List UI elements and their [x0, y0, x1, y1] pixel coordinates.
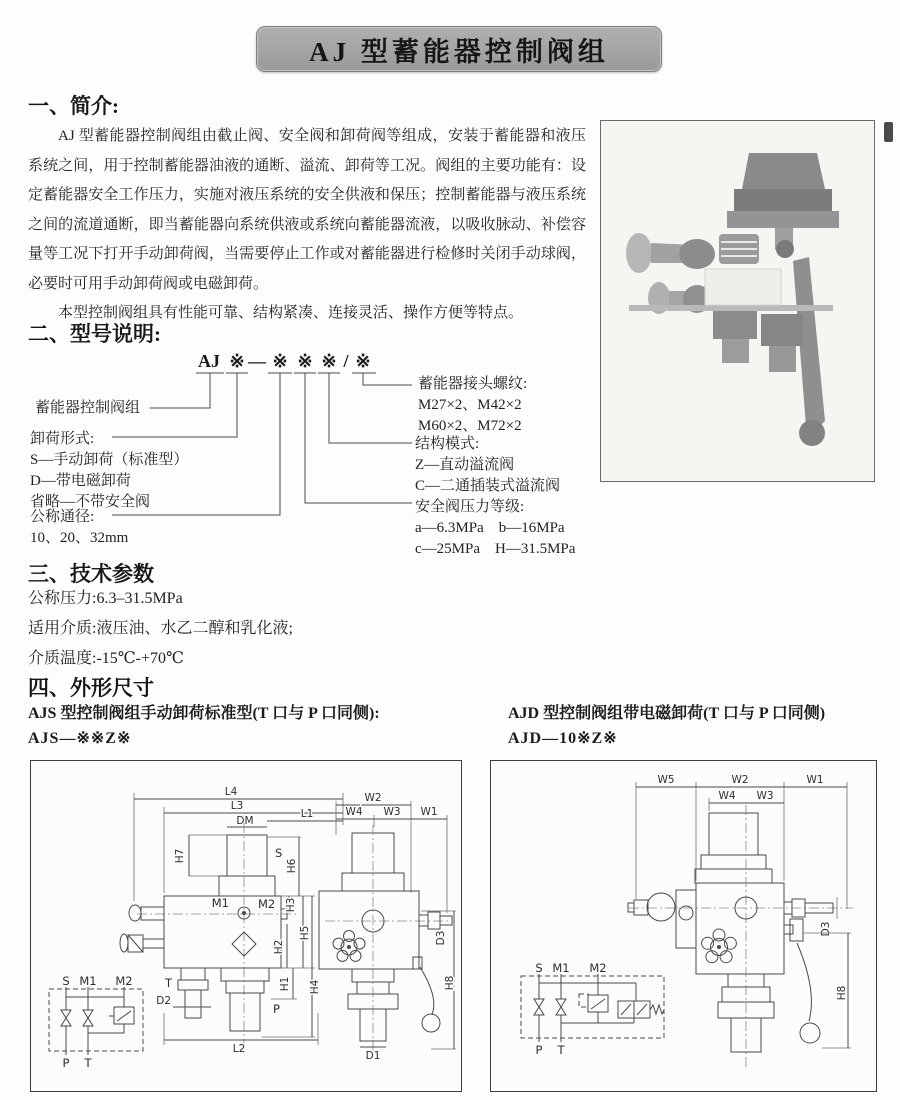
dim-sW2: W2 — [364, 792, 382, 804]
ajs-drawing — [31, 761, 458, 1088]
scan-artifact — [884, 122, 893, 142]
dim-H2: H2 — [273, 939, 285, 955]
ajd-drawing-box — [490, 760, 877, 1092]
ajd-main-view — [628, 805, 853, 1069]
model-code-star4: ※ — [321, 351, 337, 371]
model-code-slash: / — [343, 351, 349, 371]
ajs-drawing-box — [30, 760, 462, 1092]
dim-H5: H5 — [299, 925, 311, 941]
model-code-star2: ※ — [272, 351, 288, 371]
page-title: AJ 型蓄能器控制阀组 — [256, 26, 662, 72]
label-connector-thread — [418, 374, 527, 437]
pressure-line2: c—25MPa H—31.5MPa — [415, 541, 576, 557]
thread-line2: M60×2、M72×2 — [418, 418, 522, 434]
pressure-line1: a—6.3MPa b—16MPa — [415, 520, 565, 536]
model-code-prefix: AJ — [198, 351, 220, 371]
dim-H3: H3 — [285, 897, 297, 913]
star-knob — [702, 929, 737, 963]
dim-D2: D2 — [156, 995, 171, 1007]
dim-sD1: D1 — [365, 1050, 381, 1062]
model-code-star3: ※ — [297, 351, 313, 371]
sch-T: T — [557, 1043, 565, 1057]
port-M2: M2 — [258, 897, 276, 911]
sch-P: P — [62, 1056, 70, 1070]
bore-values: 10、20、32mm — [30, 530, 129, 546]
section3-heading: 三、技术参数 — [28, 562, 154, 586]
port-S: S — [275, 846, 283, 860]
dim-sD3: D3 — [435, 930, 447, 946]
sch-M1: M1 — [79, 974, 97, 988]
port-T: T — [164, 976, 172, 990]
label-unload-type — [30, 429, 188, 513]
product-photo-image — [601, 121, 872, 479]
structure-option-z: Z—直动溢流阀 — [415, 457, 515, 473]
section2-heading: 二、型号说明: — [28, 322, 161, 346]
dim-D3: D3 — [820, 921, 832, 937]
ajs-side-view — [319, 792, 456, 1062]
sch-M2: M2 — [115, 974, 133, 988]
model-code-dash: — — [248, 351, 266, 371]
product-photo — [600, 120, 875, 482]
dim-W5: W5 — [657, 774, 675, 786]
intro-paragraph-2: 本型控制阀组具有性能可靠、结构紧凑、连接灵活、操作方便等特点。 — [58, 305, 524, 321]
tech-temperature: 介质温度:-15℃-+70℃ — [28, 650, 184, 667]
dim-H4: H4 — [309, 979, 321, 995]
port-P: P — [273, 1002, 280, 1016]
tech-parameters — [28, 584, 293, 674]
sch-T: T — [84, 1056, 92, 1070]
label-pressure-grade — [415, 497, 575, 560]
port-M1: M1 — [211, 896, 229, 910]
dim-sW3: W3 — [383, 806, 401, 818]
dim-H8: H8 — [836, 985, 848, 1001]
dim-W2: W2 — [731, 774, 749, 786]
dim-sW4: W4 — [345, 806, 363, 818]
dim-H6: H6 — [286, 858, 298, 874]
ajd-dimensions — [636, 774, 847, 909]
dim-sW1: W1 — [420, 806, 438, 818]
dim-L4: L4 — [224, 786, 238, 798]
label-structure-mode — [415, 434, 560, 497]
label-valve-group: 蓄能器控制阀组 — [35, 400, 141, 416]
ajd-schematic — [521, 961, 664, 1057]
dim-H1: H1 — [279, 976, 291, 992]
thread-line1: M27×2、M42×2 — [418, 397, 522, 413]
tech-medium: 适用介质:液压油、水乙二醇和乳化液; — [28, 620, 293, 637]
intro-text — [28, 122, 586, 329]
model-code-star5: ※ — [355, 351, 371, 371]
structure-option-c: C—二通插装式溢流阀 — [415, 478, 561, 494]
tech-pressure: 公称压力:6.3–31.5MPa — [28, 590, 183, 607]
section1-heading: 一、简介: — [28, 94, 119, 118]
dim-L3: L3 — [230, 800, 244, 812]
star-knob — [333, 931, 365, 962]
label-nominal-bore — [30, 507, 128, 549]
dim-W1: W1 — [806, 774, 824, 786]
sch-M1: M1 — [552, 961, 570, 975]
ajs-front-view — [120, 786, 343, 1057]
dim-H7: H7 — [174, 848, 186, 864]
sch-M2: M2 — [589, 961, 607, 975]
ajd-drawing — [491, 761, 873, 1088]
thread-title: 蓄能器接头螺纹: — [418, 376, 528, 392]
unload-option-omit: 省略—不带安全阀 — [30, 494, 151, 510]
dim-W4: W4 — [718, 790, 736, 802]
sch-S: S — [62, 974, 70, 988]
structure-title: 结构模式: — [415, 436, 480, 452]
sch-S: S — [535, 961, 543, 975]
pressure-title: 安全阀压力等级: — [415, 499, 525, 515]
bore-title: 公称通径: — [30, 509, 95, 525]
sch-P: P — [535, 1043, 543, 1057]
dim-sH8: H8 — [444, 975, 456, 991]
intro-paragraph-1: AJ 型蓄能器控制阀组由截止阀、安全阀和卸荷阀等组成，安装于蓄能器和液压系统之间，用于控制蓄能器油液的通断、溢流、卸荷等工况。阀组的主要功能有：设定蓄能器安全工作压力，实施对液压系统的安全供液和保压；控制蓄能器与液压系统之间的流道通断，即当蓄能器向系统供液或系统向蓄能器流液，以吸收脉动、补偿容量等工况下打开手动卸荷阀，当需要停止工作或对蓄能器进行检修时关闭手动球阀，必要时可用手动卸荷阀或电磁卸荷。 — [28, 128, 586, 292]
unload-option-d: D—带电磁卸荷 — [30, 473, 131, 489]
ajs-model-code: AJS—※※Z※ — [28, 730, 132, 747]
unload-option-s: S—手动卸荷（标准型） — [30, 452, 189, 468]
dim-DM: DM — [236, 815, 254, 827]
dim-W3: W3 — [756, 790, 774, 802]
ajs-caption: AJS 型控制阀组手动卸荷标准型(T 口与 P 口同侧): — [28, 705, 380, 722]
ajs-schematic — [49, 974, 143, 1070]
model-code-star1: ※ — [229, 351, 245, 371]
dim-L1: L1 — [300, 808, 314, 820]
dim-L2: L2 — [232, 1043, 246, 1055]
ajd-caption: AJD 型控制阀组带电磁卸荷(T 口与 P 口同侧) — [508, 705, 826, 722]
section4-heading: 四、外形尺寸 — [28, 676, 154, 700]
unload-title: 卸荷形式: — [30, 431, 95, 447]
model-code — [198, 351, 371, 371]
ajd-model-code: AJD—10※Z※ — [508, 730, 618, 747]
